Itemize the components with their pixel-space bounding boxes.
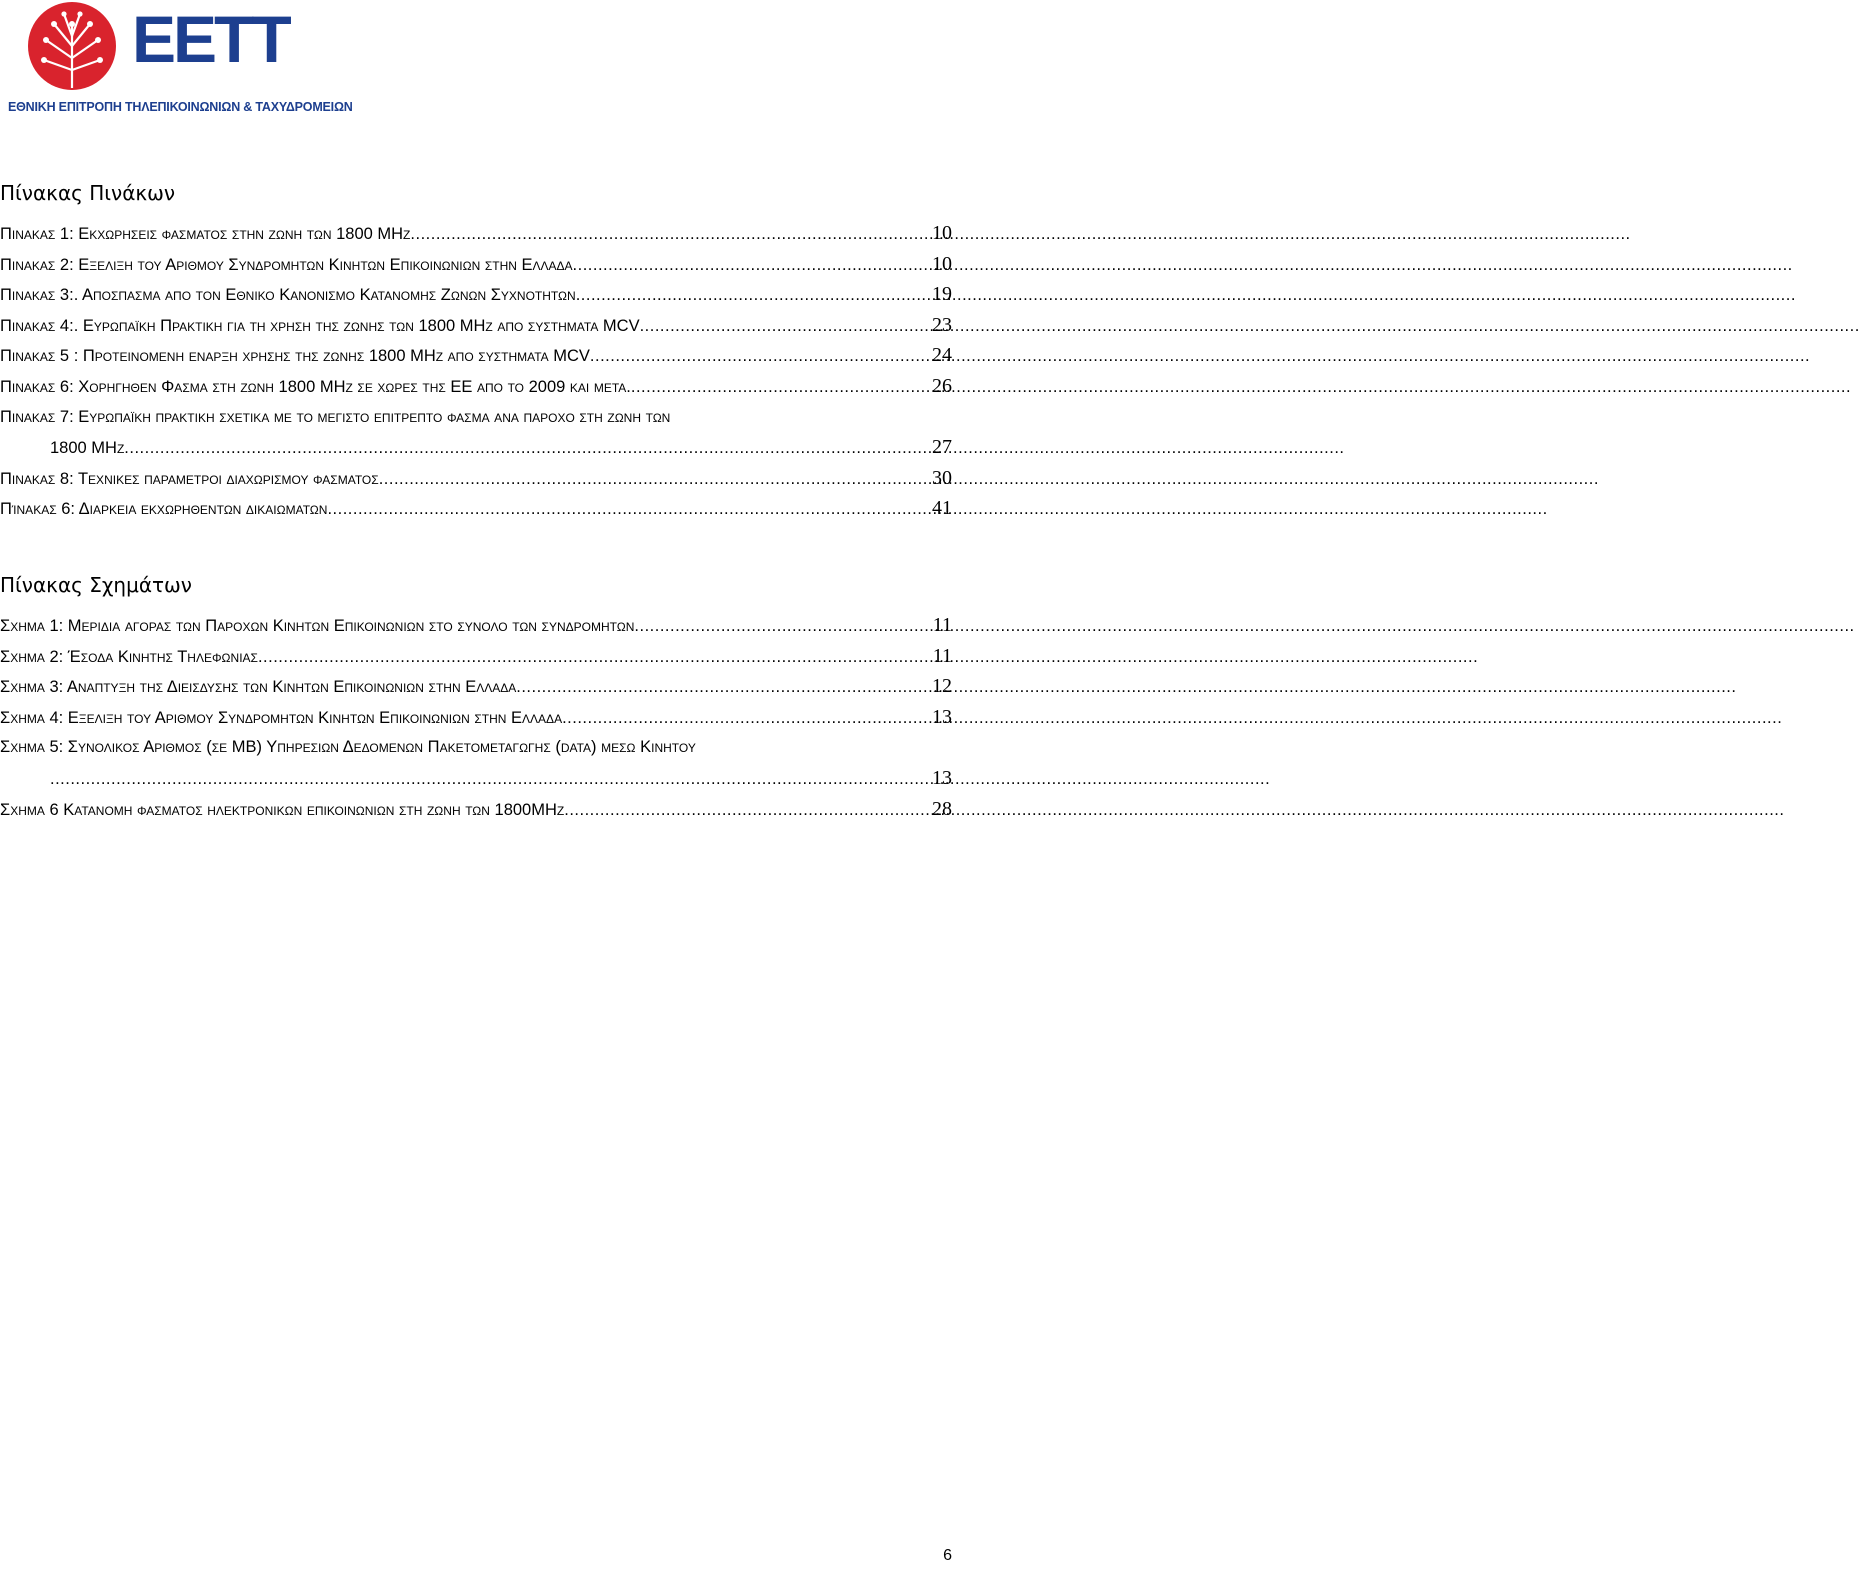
dot-leader: [50, 764, 930, 795]
toc-entry-page: 11: [932, 644, 952, 667]
toc-entry-figure-5-continued[interactable]: [0, 763, 952, 794]
list-of-figures-title: Πίνακας Σχημάτων: [0, 573, 192, 597]
dot-leader: [327, 494, 930, 525]
toc-entry-label: Πίνακας 6: Διαρκεια εκχωρηθεντων δικαιωματων: [0, 500, 328, 519]
list-of-tables-title: Πίνακας Πινάκων: [0, 181, 176, 205]
toc-entry-page: 30: [932, 466, 952, 489]
toc-entry-figure-6[interactable]: [0, 794, 952, 825]
toc-entry-page: 27: [932, 436, 952, 459]
toc-entry-label: Πινακας 4:. Ευρωπαϊκη Πρακτικη για τη χρηση της ζωνης των 1800 MHz απο συστηματα MCV: [0, 316, 640, 335]
toc-entry-table-7-continued[interactable]: [0, 432, 952, 463]
logo-subtitle: ΕΘΝΙΚΗ ΕΠΙΤΡΟΠΗ ΤΗΛΕΠΙΚΟΙΝΩΝΙΩΝ & ΤΑΧΥΔΡΟΜΕΙΩΝ: [8, 100, 353, 114]
toc-entry-table-2[interactable]: [0, 249, 952, 280]
dot-leader: [631, 372, 930, 403]
toc-entry-label: Σχημα 3: Αναπτυξη της Διεισδυσης των Κινητων Επικοινωνιων στην Ελλαδα: [0, 678, 517, 697]
toc-entry-label: Σχημα 5: Συνολικος Αριθμος (σε MB) Υπηρεσιων Δεδομενων Πακετομεταγωγης (data) μεσω Κινητου: [0, 738, 696, 757]
toc-entry-page: 24: [932, 344, 952, 367]
dot-leader: [258, 642, 931, 673]
toc-entry-label: Πινακας 7: Ευρωπαϊκη πρακτικη σχετικα με το μεγιστο επιτρεπτο φασμα ανα παροχο στη ζωνη των: [0, 407, 671, 426]
dot-leader: [634, 611, 930, 642]
dot-leader: [379, 464, 930, 495]
dot-leader: [564, 795, 930, 826]
toc-entry-table-1[interactable]: [0, 218, 952, 249]
toc-entry-table-6[interactable]: [0, 371, 952, 402]
toc-entry-label: Πινακας 8: Τεχνικες παραμετροι διαχωρισμου φασματος: [0, 469, 379, 488]
dot-leader: [590, 341, 930, 372]
toc-entry-table-8[interactable]: [0, 463, 952, 494]
toc-entry-figure-3[interactable]: [0, 671, 952, 702]
toc-entry-label: Πινακας 2: Εξελιξη του Αριθμου Συνδρομητων Κινητων Επικοινωνιων στην Ελλαδα: [0, 255, 573, 274]
toc-entry-page: 41: [932, 497, 952, 520]
logo-emblem: [24, 0, 120, 92]
toc-entry-figure-1[interactable]: [0, 610, 952, 641]
toc-entry-figure-2[interactable]: [0, 641, 952, 672]
toc-entry-label: Σχημα 2: Έσοδα Κινητης Τηλεφωνιας: [0, 647, 258, 666]
toc-entry-table-5[interactable]: [0, 340, 952, 371]
list-of-figures: [0, 572, 952, 824]
toc-entry-label: Πινακας 5 : Προτεινομενη εναρξη χρησης της ζωνης 1800 MHz απο συστηματα MCV: [0, 347, 590, 366]
toc-entry-page: 10: [932, 222, 952, 244]
dot-leader: [516, 672, 930, 703]
toc-entry-page: 23: [932, 313, 952, 336]
toc-entry-figure-5[interactable]: [0, 732, 952, 763]
toc-entry-page: 12: [932, 675, 952, 698]
dot-leader: [410, 219, 930, 250]
toc-entry-table-7[interactable]: [0, 402, 952, 433]
toc-entry-label: Σχημα 1: Μεριδια αγορας των Παροχων Κινητων Επικοινωνιων στο συνολο των συνδρομητων: [0, 617, 635, 635]
page-number: 6: [943, 1547, 952, 1564]
toc-entry-label: Πινακας 1: Εκχωρησεις φασματος στην ζωνη των 1800 MHz: [0, 225, 411, 243]
toc-entry-label: Σχημα 6 Κατανομη φασματος ηλεκτρονικων επικοινωνιων στη ζωνη των 1800MHz: [0, 800, 565, 819]
toc-entry-page: 26: [932, 374, 952, 397]
toc-entry-label: Πινακας 3:. Αποσπασμα απο τον Εθνικο Κανονισμο Κατανομης Ζωνων Συχνοτητων: [0, 286, 576, 305]
logo-wordmark: EETT: [132, 2, 289, 76]
toc-entry-figure-4[interactable]: [0, 702, 952, 733]
eett-logo: [8, 0, 353, 118]
toc-entry-page: 13: [932, 766, 952, 789]
toc-entry-page: 19: [932, 283, 952, 306]
dot-leader: [640, 311, 930, 342]
toc-entry-table-4[interactable]: [0, 310, 952, 341]
dot-leader: [562, 703, 930, 734]
toc-entry-label: Πινακας 6: Χορηγηθεν Φασμα στη ζωνη 1800 MHz σε χωρες της ΕΕ απο το 2009 και μετα.: [0, 377, 631, 396]
toc-entry-page: 28: [932, 797, 952, 820]
toc-entry-page: 10: [932, 252, 952, 275]
toc-entry-table-3[interactable]: [0, 279, 952, 310]
toc-entry-label-continued: 1800 MHz: [50, 439, 125, 458]
list-of-tables: [0, 180, 952, 524]
toc-entry-table-9[interactable]: [0, 493, 952, 524]
toc-entry-label: Σχημα 4: Εξελιξη του Αριθμου Συνδρομητων Κινητων Επικοινωνιων στην Ελλαδα: [0, 708, 563, 727]
toc-entry-page: 11: [932, 614, 952, 636]
toc-entry-page: 13: [932, 705, 952, 728]
dot-leader: [573, 250, 930, 281]
dot-leader: [576, 280, 930, 311]
dot-leader: [124, 433, 930, 464]
